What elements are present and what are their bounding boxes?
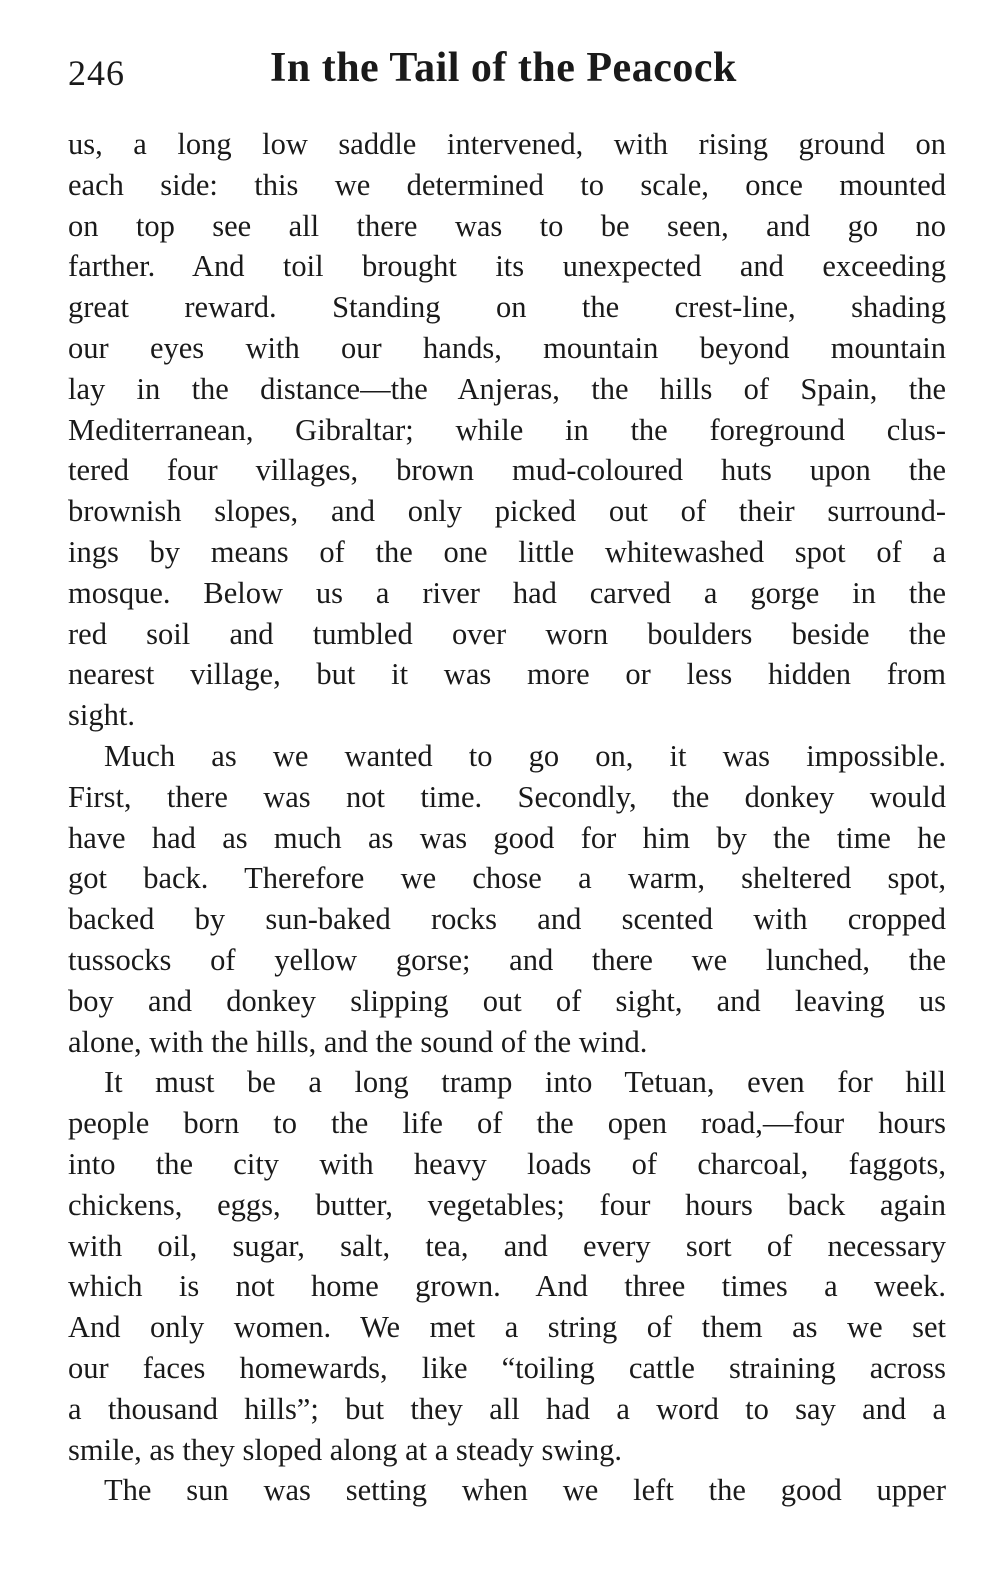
book-page <box>68 44 946 1511</box>
text-line: First, there was not time. Secondly, the donkey would <box>68 779 946 814</box>
text-line: our eyes with our hands, mountain beyond mountain <box>68 330 946 365</box>
text-line: ings by means of the one little whitewashed spot of a <box>68 534 946 569</box>
text-line: sight. <box>68 698 135 733</box>
text-line: alone, with the hills, and the sound of the wind. <box>68 1024 648 1059</box>
page-number: 246 <box>68 53 125 93</box>
text-line: great reward. Standing on the crest-line, shading <box>68 290 946 325</box>
text-line: tered four villages, brown mud-coloured huts upon the <box>68 453 946 488</box>
running-title: In the Tail of the Peacock <box>270 45 737 91</box>
text-line: boy and donkey slipping out of sight, and leaving us <box>68 983 946 1018</box>
text-line: with oil, sugar, salt, tea, and every sort of necessary <box>68 1228 946 1263</box>
text-line: backed by sun-baked rocks and scented with cropped <box>68 902 946 937</box>
text-line: people born to the life of the open road,—four hours <box>68 1106 946 1141</box>
body-text <box>68 124 946 1511</box>
text-line: have had as much as was good for him by the time he <box>68 820 946 855</box>
text-line: our faces homewards, like “toiling cattle straining across <box>68 1350 946 1385</box>
text-line: into the city with heavy loads of charcoal, faggots, <box>68 1146 946 1181</box>
text-line: a thousand hills”; but they all had a word to say and a <box>68 1391 946 1426</box>
text-line: got back. Therefore we chose a warm, sheltered spot, <box>68 861 946 896</box>
text-line: tussocks of yellow gorse; and there we lunched, the <box>68 942 946 977</box>
text-line: each side: this we determined to scale, once mounted <box>68 167 946 202</box>
text-line: brownish slopes, and only picked out of their surround- <box>68 494 946 529</box>
text-line: nearest village, but it was more or less hidden from <box>68 657 946 692</box>
text-line: mosque. Below us a river had carved a gorge in the <box>68 575 946 610</box>
text-line: farther. And toil brought its unexpected and exceeding <box>68 249 946 284</box>
text-line: It must be a long tramp into Tetuan, even for hill <box>104 1065 946 1100</box>
text-line: Mediterranean, Gibraltar; while in the foreground clus- <box>68 412 946 447</box>
text-line: on top see all there was to be seen, and go no <box>68 208 946 243</box>
text-line: smile, as they sloped along at a steady swing. <box>68 1432 622 1467</box>
running-head <box>68 44 946 114</box>
text-line: lay in the distance—the Anjeras, the hills of Spain, the <box>68 371 946 406</box>
text-line: us, a long low saddle intervened, with rising ground on <box>68 127 946 161</box>
text-line: red soil and tumbled over worn boulders beside the <box>68 616 946 651</box>
text-line: And only women. We met a string of them as we set <box>68 1310 946 1345</box>
text-line: chickens, eggs, butter, vegetables; four hours back again <box>68 1187 946 1222</box>
text-line: The sun was setting when we left the good upper <box>104 1473 946 1508</box>
text-line: Much as we wanted to go on, it was impossible. <box>104 738 946 773</box>
text-line: which is not home grown. And three times a week. <box>68 1269 946 1304</box>
